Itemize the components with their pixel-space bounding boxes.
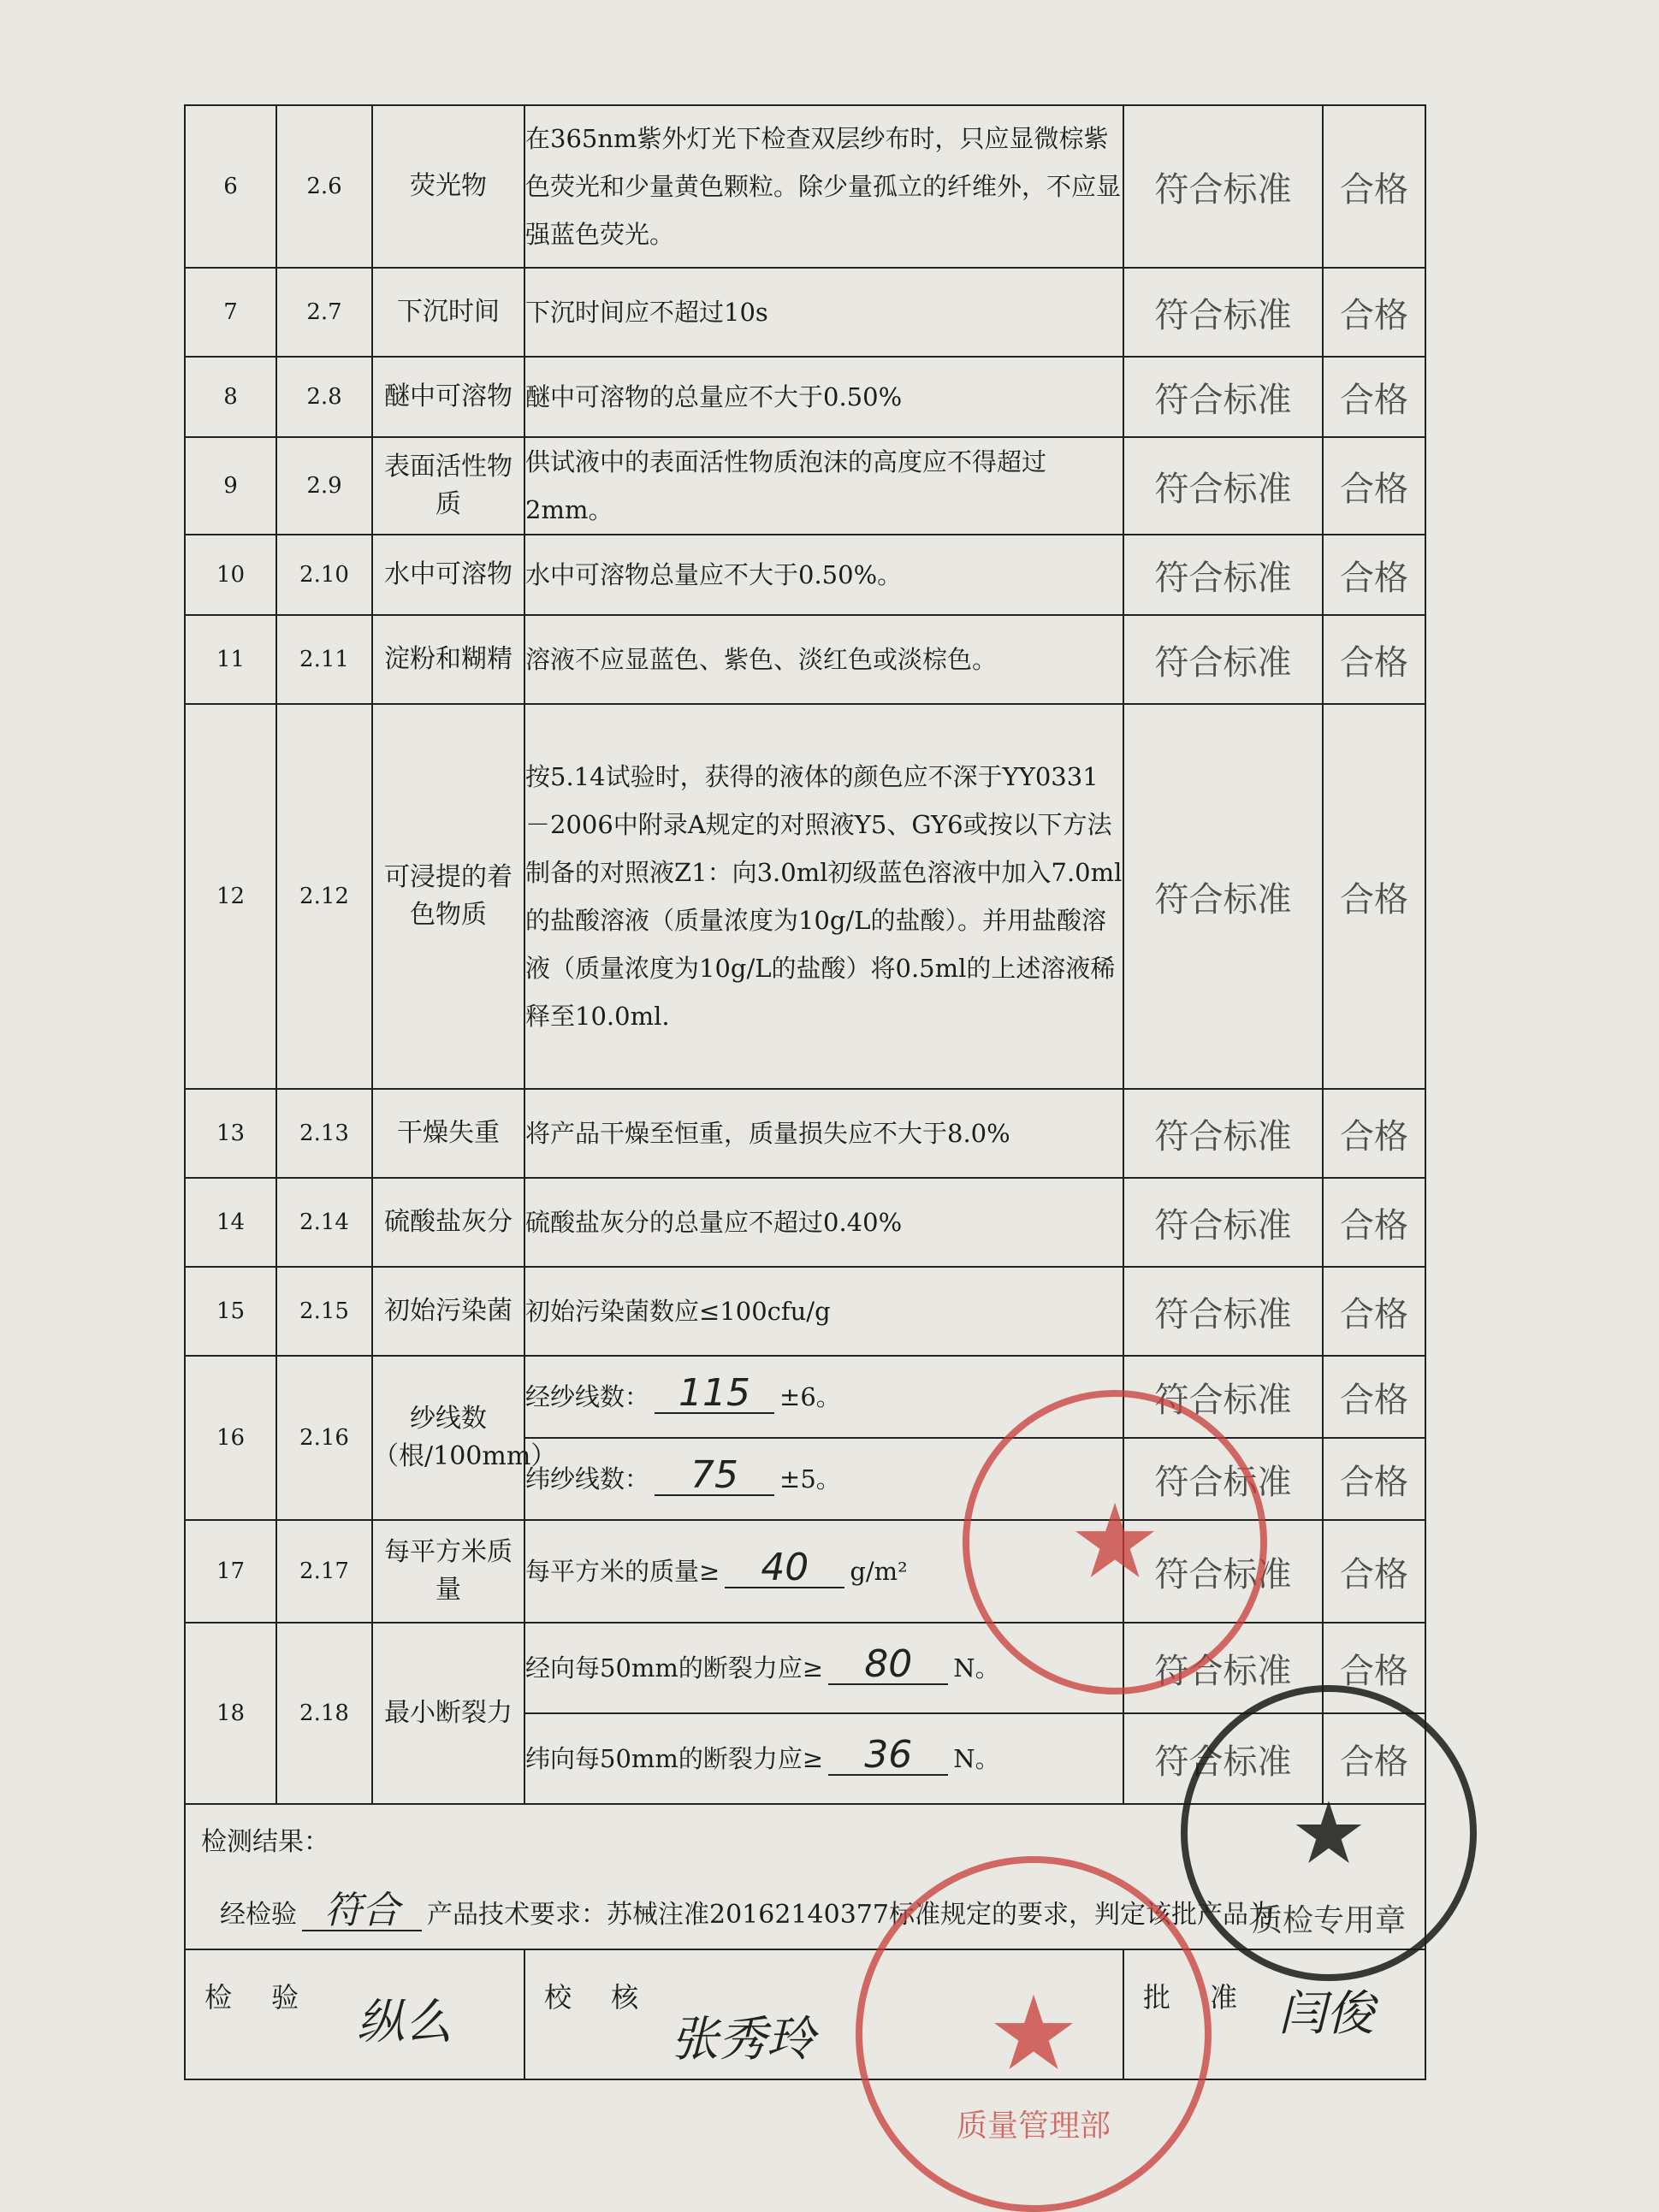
- clause-number: 2.8: [276, 357, 372, 437]
- row-number: 12: [185, 704, 276, 1089]
- result-title: 检测结果：: [201, 1827, 329, 1857]
- table-row: [185, 1089, 1425, 1178]
- row-number: 6: [185, 105, 276, 268]
- row-number: 8: [185, 357, 276, 437]
- row-number: 16: [185, 1356, 276, 1520]
- requirement-text: 将产品干燥至恒重，质量损失应不大于8.0%: [524, 1089, 1123, 1178]
- unit: N。: [953, 1653, 1000, 1683]
- clause-number: 2.17: [276, 1520, 372, 1623]
- verdict: 合格: [1323, 1623, 1425, 1713]
- signature-row: [185, 1949, 1425, 2079]
- conclusion: 符合标准: [1123, 268, 1323, 357]
- handwritten-result: 符合: [302, 1892, 422, 1931]
- unit: g/m²: [850, 1557, 908, 1586]
- conclusion: 符合标准: [1123, 437, 1323, 535]
- conclusion: 符合标准: [1123, 1623, 1323, 1713]
- clause-number: 2.14: [276, 1178, 372, 1267]
- table-row: [185, 535, 1425, 615]
- test-item: 下沉时间: [372, 268, 524, 357]
- verdict: 合格: [1323, 1520, 1425, 1623]
- requirement-label: 经纱线数：: [525, 1382, 650, 1411]
- verdict: 合格: [1323, 357, 1425, 437]
- requirement-label: 每平方米的质量≥: [525, 1557, 720, 1586]
- test-item: 初始污染菌: [372, 1267, 524, 1356]
- clause-number: 2.10: [276, 535, 372, 615]
- table-row: [185, 1178, 1425, 1267]
- handwritten-value: 40: [725, 1549, 844, 1588]
- row-number: 11: [185, 615, 276, 704]
- test-item-line: 纱线数: [410, 1404, 487, 1434]
- stamp-star-icon: ★: [1069, 1482, 1161, 1602]
- conclusion: 符合标准: [1123, 615, 1323, 704]
- verdict: 合格: [1323, 268, 1425, 357]
- requirement-text: 溶液不应显蓝色、紫色、淡红色或淡棕色。: [524, 615, 1123, 704]
- verdict: 合格: [1323, 1267, 1425, 1356]
- verdict: 合格: [1323, 1438, 1425, 1520]
- row-number: 15: [185, 1267, 276, 1356]
- reviewer-signature: 张秀玲: [671, 2012, 815, 2067]
- handwritten-value: 36: [828, 1736, 948, 1776]
- unit: N。: [953, 1744, 1000, 1773]
- handwritten-value: 80: [828, 1646, 948, 1685]
- table-row: [185, 1623, 1425, 1713]
- test-item: 最小断裂力: [372, 1623, 524, 1804]
- clause-number: 2.7: [276, 268, 372, 357]
- row-number: 10: [185, 535, 276, 615]
- clause-number: 2.11: [276, 615, 372, 704]
- conclusion: 符合标准: [1123, 704, 1323, 1089]
- verdict: 合格: [1323, 615, 1425, 704]
- clause-number: 2.13: [276, 1089, 372, 1178]
- conclusion: 符合标准: [1123, 535, 1323, 615]
- quality-dept-stamp-red: [856, 1856, 1212, 2212]
- conclusion: 符合标准: [1123, 1178, 1323, 1267]
- requirement-text: 在365nm紫外灯光下检查双层纱布时，只应显微棕紫色荧光和少量黄色颗粒。除少量孤立的纤维外，不应显强蓝色荧光。: [524, 105, 1123, 268]
- table-row: [185, 105, 1425, 268]
- test-item: [372, 1356, 557, 1520]
- tolerance: ±5。: [779, 1464, 841, 1493]
- stamp-star-icon: ★: [987, 1974, 1080, 2094]
- verdict: 合格: [1323, 437, 1425, 535]
- row-number: 14: [185, 1178, 276, 1267]
- verdict: 合格: [1323, 105, 1425, 268]
- clause-number: 2.16: [276, 1356, 372, 1520]
- requirement-text: 供试液中的表面活性物质泡沫的高度应不得超过2mm。: [524, 437, 1123, 535]
- table-row: [185, 268, 1425, 357]
- clause-number: 2.15: [276, 1267, 372, 1356]
- test-item: 干燥失重: [372, 1089, 524, 1178]
- row-number: 9: [185, 437, 276, 535]
- conclusion: 符合标准: [1123, 1520, 1323, 1623]
- result-text: 产品技术要求：苏械注准20162140377标准规定的要求，判定该批产品为: [427, 1900, 1274, 1930]
- table-row: [185, 1356, 1425, 1438]
- table-row: [185, 357, 1425, 437]
- inspector-signature: 纵么: [357, 1995, 453, 2050]
- requirement-label: 纬纱线数：: [525, 1464, 650, 1493]
- conclusion: 符合标准: [1123, 1438, 1323, 1520]
- table-row: [185, 704, 1425, 1089]
- result-prefix: 经检验: [220, 1900, 297, 1930]
- company-stamp-red: [963, 1390, 1267, 1694]
- verdict: 合格: [1323, 1089, 1425, 1178]
- test-item: 每平方米质量: [372, 1520, 524, 1623]
- verdict: 合格: [1323, 704, 1425, 1089]
- row-number: 7: [185, 268, 276, 357]
- clause-number: 2.9: [276, 437, 372, 535]
- verdict: 合格: [1323, 1713, 1425, 1804]
- clause-number: 2.12: [276, 704, 372, 1089]
- reviewer-label: 校 核: [544, 1981, 655, 2014]
- verdict: 合格: [1323, 1178, 1425, 1267]
- handwritten-value: 75: [655, 1457, 774, 1496]
- stamp-dept-text: 质量管理部: [956, 2108, 1111, 2144]
- requirement-text: 水中可溶物总量应不大于0.50%。: [524, 535, 1123, 615]
- verdict: 合格: [1323, 1356, 1425, 1438]
- conclusion: 符合标准: [1123, 357, 1323, 437]
- requirement-label: 经向每50mm的断裂力应≥: [525, 1653, 824, 1683]
- conclusion: 符合标准: [1123, 1267, 1323, 1356]
- approver-label: 批 准: [1143, 1981, 1253, 2014]
- test-item-line: （根/100mm）: [373, 1441, 557, 1471]
- handwritten-value: 115: [655, 1375, 774, 1414]
- test-item: 醚中可溶物: [372, 357, 524, 437]
- inspector-label: 检 验: [204, 1981, 315, 2014]
- table-row: [185, 437, 1425, 535]
- requirement-text: 初始污染菌数应≤100cfu/g: [524, 1267, 1123, 1356]
- requirement-weft: [524, 1713, 1123, 1804]
- row-number: 13: [185, 1089, 276, 1178]
- conclusion: 符合标准: [1123, 1089, 1323, 1178]
- requirement-text: 醚中可溶物的总量应不大于0.50%: [524, 357, 1123, 437]
- requirement-text: 硫酸盐灰分的总量应不超过0.40%: [524, 1178, 1123, 1267]
- stamp-black-text: 质检专用章: [1251, 1903, 1406, 1938]
- row-number: 17: [185, 1520, 276, 1623]
- approver-signature: 闫俊: [1278, 1986, 1374, 2042]
- tolerance: ±6。: [779, 1382, 841, 1411]
- clause-number: 2.18: [276, 1623, 372, 1804]
- inspector: [185, 1949, 524, 2079]
- conclusion: 符合标准: [1123, 1356, 1323, 1438]
- test-item: 荧光物: [372, 105, 524, 268]
- clause-number: 2.6: [276, 105, 372, 268]
- test-item: 表面活性物质: [372, 437, 524, 535]
- test-item: 水中可溶物: [372, 535, 524, 615]
- requirement-text: 按5.14试验时，获得的液体的颜色应不深于YY0331－2006中附录A规定的对照液Y5、GY6或按以下方法制备的对照液Z1：向3.0ml初级蓝色溶液中加入7.0ml的盐酸溶液（质量浓度为10g/L的盐酸）。并用盐酸溶液（质量浓度为10g/L的盐酸）将0.5ml的上述溶液稀释至10.0ml.: [524, 704, 1123, 1089]
- test-item: 可浸提的着色物质: [372, 704, 524, 1089]
- requirement-label: 纬向每50mm的断裂力应≥: [525, 1744, 824, 1773]
- quality-inspection-stamp-black: [1181, 1685, 1477, 1981]
- table-row: [185, 1267, 1425, 1356]
- requirement-text: 下沉时间应不超过10s: [524, 268, 1123, 357]
- stamp-star-icon: ★: [1290, 1783, 1367, 1884]
- table-row: [185, 615, 1425, 704]
- row-number: 18: [185, 1623, 276, 1804]
- test-item: 硫酸盐灰分: [372, 1178, 524, 1267]
- verdict: 合格: [1323, 535, 1425, 615]
- conclusion: 符合标准: [1123, 105, 1323, 268]
- conclusion: 符合标准: [1123, 1713, 1323, 1804]
- test-item: 淀粉和糊精: [372, 615, 524, 704]
